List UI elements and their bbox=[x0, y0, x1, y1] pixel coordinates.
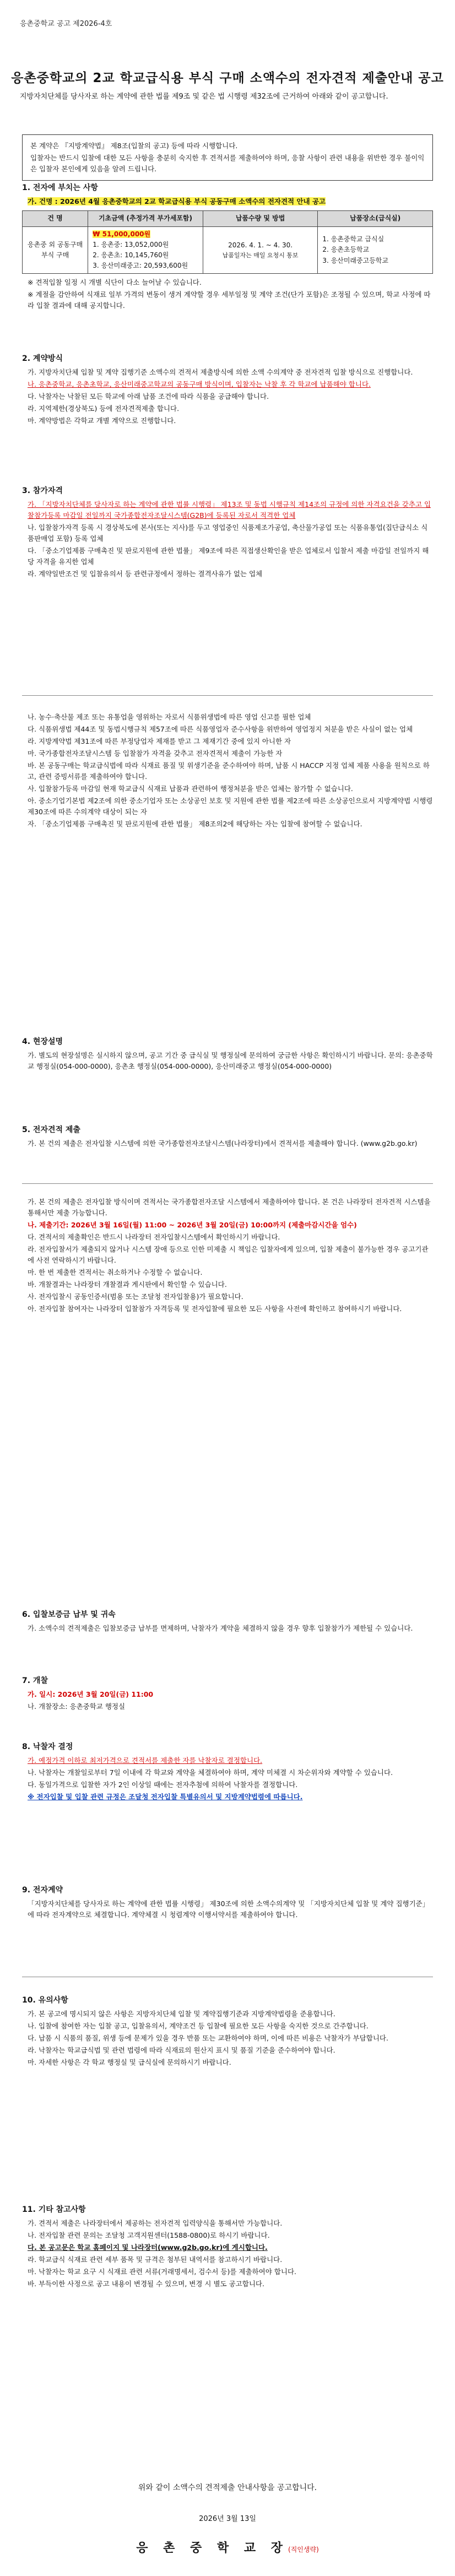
list-item: 가. 별도의 현장설명은 실시하지 않으며, 공고 기간 중 급식실 및 행정실에 문의하여 궁금한 사항은 확인하시기 바랍니다. 문의: 응촌중학교 행정실(054-000-0000), 응촌초 행정실(054-000-0000), 응산미래중고 행정실(054-000-0000) bbox=[28, 1051, 433, 1071]
list-item: 마. 한 번 제출한 견적서는 취소하거나 수정할 수 없습니다. bbox=[28, 1268, 203, 1276]
section-heading: 11. 기타 참고사항 bbox=[22, 2205, 86, 2214]
section-cautions bbox=[22, 1994, 433, 2069]
section-misc bbox=[22, 2204, 433, 2291]
section-subject bbox=[22, 182, 433, 312]
award-note: ※ 전자입찰 및 입찰 관련 규정은 조달청 전자입찰 특별유의서 및 지방계약법령에 따릅니다. bbox=[28, 1793, 303, 1801]
list-item: 나. 응촌중학교, 응촌초학교, 응산미래중고학교의 공동구매 방식이며, 입찰자는 낙찰 후 각 학교에 납품해야 합니다. bbox=[28, 380, 371, 389]
amount-total: ₩ 51,000,000원 bbox=[93, 230, 151, 238]
signature bbox=[0, 2539, 455, 2558]
list-item: 라. 전자입찰서가 제출되지 않거나 시스템 장애 등으로 인한 미제출 시 책임은 입찰자에게 있으며, 입찰 제출이 불가능한 경우 공고기관에 사전 연락하시기 바랍니다. bbox=[28, 1245, 429, 1264]
list-item: 가. 소액수의 견적제출은 입찰보증금 납부를 면제하며, 낙찰자가 계약을 체결하지 않을 경우 향후 입찰참가가 제한될 수 있습니다. bbox=[28, 1624, 413, 1633]
section-heading: 6. 입찰보증금 납부 및 귀속 bbox=[22, 1610, 116, 1619]
list-item: 라. 지역제한(경상북도) 등에 전자견적제출 합니다. bbox=[28, 404, 180, 413]
list-item: 바. 개찰결과는 나라장터 개찰결과 게시판에서 확인할 수 있습니다. bbox=[28, 1280, 227, 1289]
summary-line: 입찰자는 반드시 입찰에 대한 모든 사항을 충분히 숙지한 후 견적서를 제출하여야 하며, 응찰 사항이 관련 내용을 위반한 경우 불이익은 입찰자 본인에게 있음을 알려 드립니다. bbox=[30, 154, 425, 173]
schedule-note: 납품일자는 매일 요청시 통보 bbox=[222, 251, 299, 259]
list-item: 다. 견적서의 제출확인은 반드시 나라장터 전자입찰시스템에서 확인하시기 바랍니다. bbox=[28, 1233, 280, 1241]
list-item: 아. 전자입찰 참여자는 나라장터 입찰참가 자격등록 및 전자입찰에 필요한 모든 사항을 사전에 확인하고 참여하시기 바랍니다. bbox=[28, 1305, 402, 1313]
list-item: 마. 계약방법은 각학교 개별 계약으로 진행합니다. bbox=[28, 416, 176, 425]
list-item: 「지방자치단체를 당사자로 하는 계약에 관한 법률 시행령」 제30조에 의한 소액수의계약 및 「지방자치단체 입찰 및 계약 집행기준」에 따라 전자계약으로 체결합니다. 계약체결 시 청렴계약 이행서약서를 제출하여야 합니다. bbox=[28, 1899, 430, 1919]
signature-name: 응 촌 중 학 교 장 bbox=[136, 2541, 289, 2555]
list-item: 나. 전자입찰 관련 문의는 조달청 고객지원센터(1588-0800)로 하시기 바랍니다. bbox=[28, 2231, 270, 2240]
table-header: 기초금액 (추정가격 부가세포함) bbox=[88, 211, 203, 226]
list-item: 마. 국가종합전자조달시스템 등 입찰참가 자격을 갖추고 전자견적서 제출이 가능한 자 bbox=[28, 749, 283, 757]
section-heading: 2. 계약방식 bbox=[22, 354, 63, 363]
summary-line: 본 계약은 『지방계약법』 제8조(입찰의 공고) 등에 따라 시행합니다. bbox=[30, 142, 238, 150]
list-item: 다. 낙찰자는 낙찰된 모든 학교에 아래 납품 조건에 따라 식품을 공급해야 합니다. bbox=[28, 392, 269, 401]
table-header-row bbox=[23, 211, 433, 226]
section-heading: 10. 유의사항 bbox=[22, 1996, 68, 2005]
list-item: 다. 「중소기업제품 구매촉진 및 판로지원에 관한 법률」 제9조에 따른 직접생산확인을 받은 업체로서 입찰서 제출 마감일 전일까지 해당 자격을 유지한 업체 bbox=[28, 546, 429, 566]
list-item: 라. 낙찰자는 학교급식법 및 관련 법령에 따라 식재료의 원산지 표시 및 품질 기준을 준수하여야 합니다. bbox=[28, 2046, 335, 2055]
divider bbox=[22, 1183, 433, 1184]
list-item: 나. 낙찰자는 개찰일로부터 7일 이내에 각 학교와 계약을 체결하여야 하며, 계약 미체결 시 차순위자와 계약할 수 있습니다. bbox=[28, 1768, 393, 1777]
list-item: 가. 지방자치단체 입찰 및 계약 집행기준 소액수의 견적서 제출방식에 의한 소액 수의계약 중 전자견적 입찰 방식으로 진행합니다. bbox=[28, 368, 413, 377]
list-item: 나. 개찰장소: 응촌중학교 행정실 bbox=[28, 1702, 126, 1711]
section-heading: 8. 낙찰자 결정 bbox=[22, 1742, 73, 1751]
list-item: 가. 본 공고에 명시되지 않은 사항은 지방자치단체 입찰 및 계약집행기준과 지방계약법령을 준용합니다. bbox=[28, 2010, 335, 2018]
section-heading: 7. 개찰 bbox=[22, 1676, 48, 1685]
list-item: 가. 「지방자치단체를 당사자로 하는 계약에 관한 법률 시행령」 제13조 및 동법 시행규칙 제14조의 규정에 의한 자격요건을 갖추고 입찰참가등록 마감일 전일까지 국가종합전자조달시스템(G2B)에 등록된 자로서 적격한 업체 bbox=[28, 500, 431, 520]
list-item: 바. 본 공동구매는 학교급식법에 따라 식재료 품질 및 위생기준을 준수하여야 하며, 납품 시 HACCP 지정 업체 제품 사용을 원칙으로 하고, 관련 증빙서류를 제출하여야 합니다. bbox=[28, 761, 430, 781]
note-line: ※ 견적입찰 일정 시 개별 식단이 다소 늘어날 수 있습니다. bbox=[28, 278, 202, 287]
list-item: 마. 자세한 사항은 각 학교 행정실 및 급식실에 문의하시기 바랍니다. bbox=[28, 2058, 231, 2067]
section-heading: 3. 참가자격 bbox=[22, 486, 63, 495]
list-item: 다. 본 공고문은 학교 홈페이지 및 나라장터(www.g2b.go.kr)에 게시합니다. bbox=[28, 2243, 268, 2252]
section-eligibility-detail bbox=[22, 711, 433, 831]
amount-line: 2. 응촌초: 10,145,760원 bbox=[93, 251, 169, 259]
section-submission bbox=[22, 1124, 433, 1150]
section-deposit bbox=[22, 1609, 433, 1635]
closing-message: 위와 같이 소액수의 견적제출 안내사항을 공고합니다. bbox=[138, 2483, 317, 2492]
table-row bbox=[23, 226, 433, 274]
table-header: 납품수량 및 방법 bbox=[203, 211, 318, 226]
section-submission-detail bbox=[22, 1195, 433, 1316]
list-item: 나. 농수·축산물 제조 또는 유통업을 영위하는 자로서 식품위생법에 따른 영업 신고를 필한 업체 bbox=[28, 713, 311, 721]
section-heading: 1. 전자에 부치는 사항 bbox=[22, 183, 98, 192]
section-heading: 9. 전자계약 bbox=[22, 1886, 63, 1895]
section-award bbox=[22, 1741, 433, 1804]
list-item: 아. 중소기업기본법 제2조에 의한 중소기업자 또는 소상공인 보호 및 지원에 관한 법률 제2조에 따른 소상공인으로서 지방계약법 시행령 제30조에 따른 수의계약 대상이 되는 자 bbox=[28, 797, 433, 816]
item-amount bbox=[88, 226, 203, 274]
list-item: 사. 전자입찰시 공동인증서(범용 또는 조달청 전자입찰용)가 필요합니다. bbox=[28, 1292, 243, 1301]
seal-note: (직인생략) bbox=[288, 2546, 319, 2553]
table-header: 납품장소(급식실) bbox=[318, 211, 433, 226]
list-item: 라. 계약일반조건 및 입찰유의서 등 관련규정에서 정하는 결격사유가 없는 업체 bbox=[28, 570, 263, 578]
notice-summary-box bbox=[22, 134, 433, 181]
list-item: 나. 입찰참가자격 등록 시 경상북도에 본사(또는 지사)를 두고 영업중인 식품제조가공업, 축산물가공업 또는 식품유통업(집단급식소 식품판매업 포함) 등록 업체 bbox=[28, 523, 428, 543]
list-item: 자. 「중소기업제품 구매촉진 및 판로지원에 관한 법률」 제8조의2에 해당하는 자는 입찰에 참여할 수 없습니다. bbox=[28, 820, 362, 828]
subject-title: 가. 건명 : 2026년 4월 응촌중학교의 2교 학교급식용 부식 공동구매 소액수의 전자견적 안내 공고 bbox=[28, 197, 326, 206]
item-places bbox=[318, 226, 433, 274]
list-item: 마. 낙찰자는 학교 요구 시 식재료 관련 서류(거래명세서, 검수서 등)를 제출하여야 합니다. bbox=[28, 2267, 297, 2276]
section-e-contract bbox=[22, 1884, 433, 1922]
place-line: 1. 응촌중학교 급식실 bbox=[322, 235, 384, 243]
list-item: 다. 납품 시 식품의 품질, 위생 등에 문제가 있을 경우 반품 또는 교환하여야 하며, 이에 따른 비용은 낙찰자가 부담합니다. bbox=[28, 2034, 388, 2043]
closing-date: 2026년 3월 13일 bbox=[199, 2515, 256, 2523]
amount-line: 1. 응촌중: 13,052,000원 bbox=[93, 240, 169, 248]
table-header: 건 명 bbox=[23, 211, 88, 226]
section-heading: 4. 현장설명 bbox=[22, 1037, 63, 1046]
list-item: 라. 지방계약법 제31조에 따른 부정당업자 제재를 받고 그 제재기간 중에 있지 아니한 자 bbox=[28, 737, 291, 745]
section-heading: 5. 전자견적 제출 bbox=[22, 1125, 80, 1134]
list-item: 나. 제출기간: 2026년 3월 16일(월) 11:00 ~ 2026년 3월 20일(금) 10:00까지 (제출마감시간을 엄수) bbox=[28, 1221, 357, 1229]
schedule-date: 2026. 4. 1. ~ 4. 30. bbox=[228, 241, 293, 249]
list-item: 나. 입찰에 참여한 자는 입찰 공고, 입찰유의서, 계약조건 등 입찰에 필요한 모든 사항을 숙지한 것으로 간주합니다. bbox=[28, 2022, 369, 2031]
list-item: 가. 예정가격 이하로 최저가격으로 견적서를 제출한 자를 낙찰자로 결정합니다. bbox=[28, 1756, 263, 1765]
list-item: 다. 동일가격으로 입찰한 자가 2인 이상일 때에는 전자추첨에 의하여 낙찰자를 결정합니다. bbox=[28, 1781, 298, 1789]
list-item: 다. 식품위생법 제44조 및 동법시행규칙 제57조에 따른 식품영업자 준수사항을 위반하여 영업정지 처분을 받은 사실이 없는 업체 bbox=[28, 725, 413, 733]
subject-table bbox=[22, 210, 433, 274]
section-contract-method bbox=[22, 353, 433, 427]
list-item: 가. 본 건의 제출은 전자입찰 방식이며 견적서는 국가종합전자조달 시스템에서 제출하여야 합니다. 본 건은 나라장터 전자견적 시스템을 통해서만 제출 가능합니다. bbox=[28, 1198, 431, 1217]
section-opening bbox=[22, 1675, 433, 1713]
amount-line: 3. 응산미래중고: 20,593,600원 bbox=[93, 262, 188, 270]
list-item: 바. 부득이한 사정으로 공고 내용이 변경될 수 있으며, 변경 시 별도 공고합니다. bbox=[28, 2280, 264, 2288]
place-line: 3. 응산미래중고등학교 bbox=[322, 256, 388, 264]
section-eligibility bbox=[22, 485, 433, 581]
list-item: 사. 입찰참가등록 마감일 현재 학교급식 식재료 납품과 관련하여 행정처분을 받은 업체는 참가할 수 없습니다. bbox=[28, 784, 353, 793]
divider bbox=[22, 695, 433, 696]
place-line: 2. 응촌초등학교 bbox=[322, 246, 370, 254]
list-item: 가. 견적서 제출은 나라장터에서 제공하는 전자견적 입력양식을 통해서만 가능합니다. bbox=[28, 2219, 283, 2228]
section-site-briefing bbox=[22, 1036, 433, 1073]
intro-text: 지방자치단체를 당사자로 하는 계약에 관한 법률 제9조 및 같은 법 시행령 제32조에 근거하여 아래와 같이 공고합니다. bbox=[20, 93, 388, 101]
list-item: 라. 학교급식 식재료 관련 세부 품목 및 규격은 첨부된 내역서를 참고하시기 바랍니다. bbox=[28, 2255, 283, 2264]
notice-number: 응촌중학교 공고 제2026-4호 bbox=[20, 20, 112, 28]
note-line: ※ 계절을 감안하여 식재료 일부 가격의 변동이 생겨 계약할 경우 세부일정 및 계약 조건(단가 포함)은 조정될 수 있으며, 학교 사정에 따라 입찰 결과에 대해 공지합니다. bbox=[28, 290, 431, 310]
list-item: 가. 본 건의 제출은 전자입찰 시스템에 의한 국가종합전자조달시스템(나라장터)에서 견적서를 제출해야 합니다. (www.g2b.go.kr) bbox=[28, 1139, 418, 1148]
list-item: 가. 일시: 2026년 3월 20일(금) 11:00 bbox=[28, 1690, 154, 1699]
page-title: 응촌중학교의 2교 학교급식용 부식 구매 소액수의 전자견적 제출안내 공고 bbox=[11, 71, 444, 85]
item-name: 응촌중 외 공동구매 부식 구매 bbox=[23, 226, 88, 274]
item-schedule bbox=[203, 226, 318, 274]
